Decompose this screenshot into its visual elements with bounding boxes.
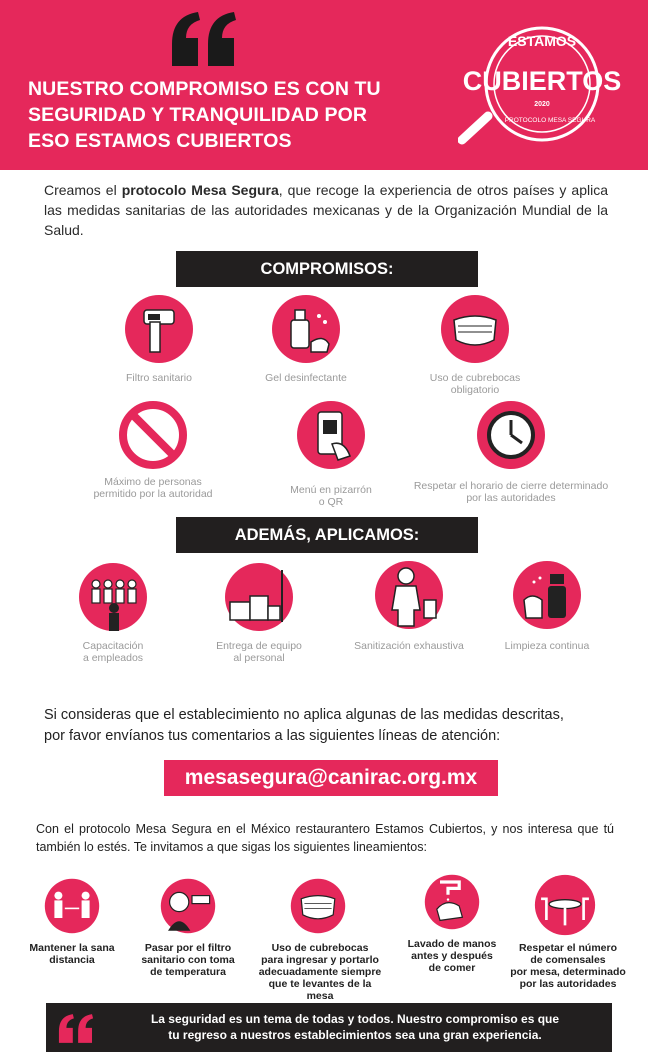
intro-before: Creamos el [44, 182, 122, 198]
footer-line: tu regreso a nuestros establecimientos sea una gran experiencia. [168, 1028, 542, 1042]
caption-line: adecuadamente siempre [258, 966, 382, 978]
contact-line: Si consideras que el establecimiento no aplica algunas de las medidas descritas, [44, 707, 564, 723]
caption-line: Sanitización exhaustiva [354, 640, 464, 652]
caption-line: de comensales [530, 954, 606, 966]
caption-filtro-sanitario [84, 372, 234, 384]
hazmat-suit-icon [374, 560, 444, 630]
caption-maximo-personas [78, 476, 228, 500]
caption-lavado [389, 938, 515, 974]
caption-line: Capacitación [82, 640, 144, 652]
logo-main: CUBIERTOS [462, 66, 622, 96]
caption-line: de temperatura [150, 966, 226, 978]
caption-line: a empleados [82, 652, 144, 664]
face-mask-icon [290, 878, 346, 934]
caption-gel [231, 372, 381, 384]
intro-after: , que recoge la experiencia de otros países y aplica las medidas sanitarias de las autoridades mexicanas y de la Organización Mundial de la Salud. [44, 182, 608, 238]
qr-menu-icon [296, 400, 366, 470]
caption-line: que te levantes de la mesa [268, 978, 372, 1002]
caption-line: o QR [318, 496, 344, 508]
equipment-icon [224, 562, 294, 632]
caption-line: por las autoridades [519, 978, 617, 990]
caption-line: antes y después [411, 950, 493, 962]
caption-line: Entrega de equipo [216, 640, 302, 652]
headline-line: SEGURIDAD Y TRANQUILIDAD POR [28, 104, 368, 126]
caption-comensales [500, 942, 636, 990]
caption-line: distancia [49, 954, 95, 966]
staff-training-icon [78, 562, 148, 632]
intro-bold: protocolo Mesa Segura [121, 182, 279, 198]
caption-line: Respetar el horario de cierre determinado [413, 480, 609, 492]
temperature-check-icon [160, 878, 216, 934]
table-icon [534, 874, 596, 936]
caption-line: Uso de cubrebocas [271, 942, 369, 954]
clock-icon [476, 400, 546, 470]
caption-cubrebocas [400, 372, 550, 396]
caption-line: Respetar el número [518, 942, 618, 954]
thermometer-icon [124, 294, 194, 364]
section-compromisos: COMPROMISOS: [176, 251, 478, 287]
contact-line: por favor envíanos tus comentarios a las siguientes líneas de atención: [44, 728, 501, 744]
logo-top: ESTAMOS [507, 33, 577, 49]
caption-limpieza [472, 640, 622, 652]
caption-line: Limpieza continua [504, 640, 590, 652]
caption-line: de comer [428, 962, 476, 974]
headline-line: NUESTRO COMPROMISO ES CON TU [28, 78, 381, 100]
caption-menu [256, 484, 406, 508]
caption-sanitizacion [334, 640, 484, 652]
logo-year: 2020 [534, 101, 550, 108]
caption-filtro-temperatura [125, 942, 251, 978]
intro-paragraph [44, 180, 608, 240]
estamos-cubiertos-logo [458, 8, 626, 164]
spray-bottle-icon [512, 560, 582, 630]
caption-line: Máximo de personas [104, 476, 202, 488]
caption-line: Uso de cubrebocas [429, 372, 521, 384]
prohibited-icon [118, 400, 188, 470]
caption-line: sanitario con toma [141, 954, 235, 966]
caption-line: Gel desinfectante [265, 372, 347, 384]
handwash-icon [424, 874, 480, 930]
caption-line: por las autoridades [466, 492, 556, 504]
face-mask-icon [440, 294, 510, 364]
caption-distancia [9, 942, 135, 966]
contact-text [44, 705, 614, 747]
caption-line: para ingresar y portarlo [261, 954, 379, 966]
email-link[interactable]: mesasegura@canirac.org.mx [164, 760, 498, 796]
caption-horario [406, 480, 616, 504]
caption-uso-cubrebocas [255, 942, 385, 1002]
sanitizer-icon [271, 294, 341, 364]
footer-line: La seguridad es un tema de todas y todos. Nuestro compromiso es que [150, 1012, 560, 1026]
quote-icon [56, 1013, 96, 1045]
logo-bottom: PROTOCOLO MESA SEGURA [504, 117, 596, 124]
quote-icon [168, 10, 240, 70]
outro-paragraph: Con el protocolo Mesa Segura en el México restaurantero Estamos Cubiertos, y nos interesa que tú también lo estés. Te invitamos a que sigas los siguientes lineamientos: [36, 822, 614, 854]
caption-line: permitido por la autoridad [93, 488, 213, 500]
caption-line: Lavado de manos [407, 938, 497, 950]
headline [28, 76, 438, 154]
caption-line: Pasar por el filtro [144, 942, 232, 954]
headline-line: ESO ESTAMOS CUBIERTOS [28, 130, 292, 152]
distance-icon [44, 878, 100, 934]
caption-equipo [184, 640, 334, 664]
footer-text [106, 1011, 604, 1043]
caption-line: Filtro sanitario [126, 372, 192, 384]
caption-line: al personal [233, 652, 285, 664]
caption-capacitacion [38, 640, 188, 664]
caption-line: Mantener la sana [29, 942, 115, 954]
caption-line: por mesa, determinado [510, 966, 626, 978]
caption-line: Menú en pizarrón [290, 484, 372, 496]
caption-line: obligatorio [450, 384, 500, 396]
section-ademas: ADEMÁS, APLICAMOS: [176, 517, 478, 553]
